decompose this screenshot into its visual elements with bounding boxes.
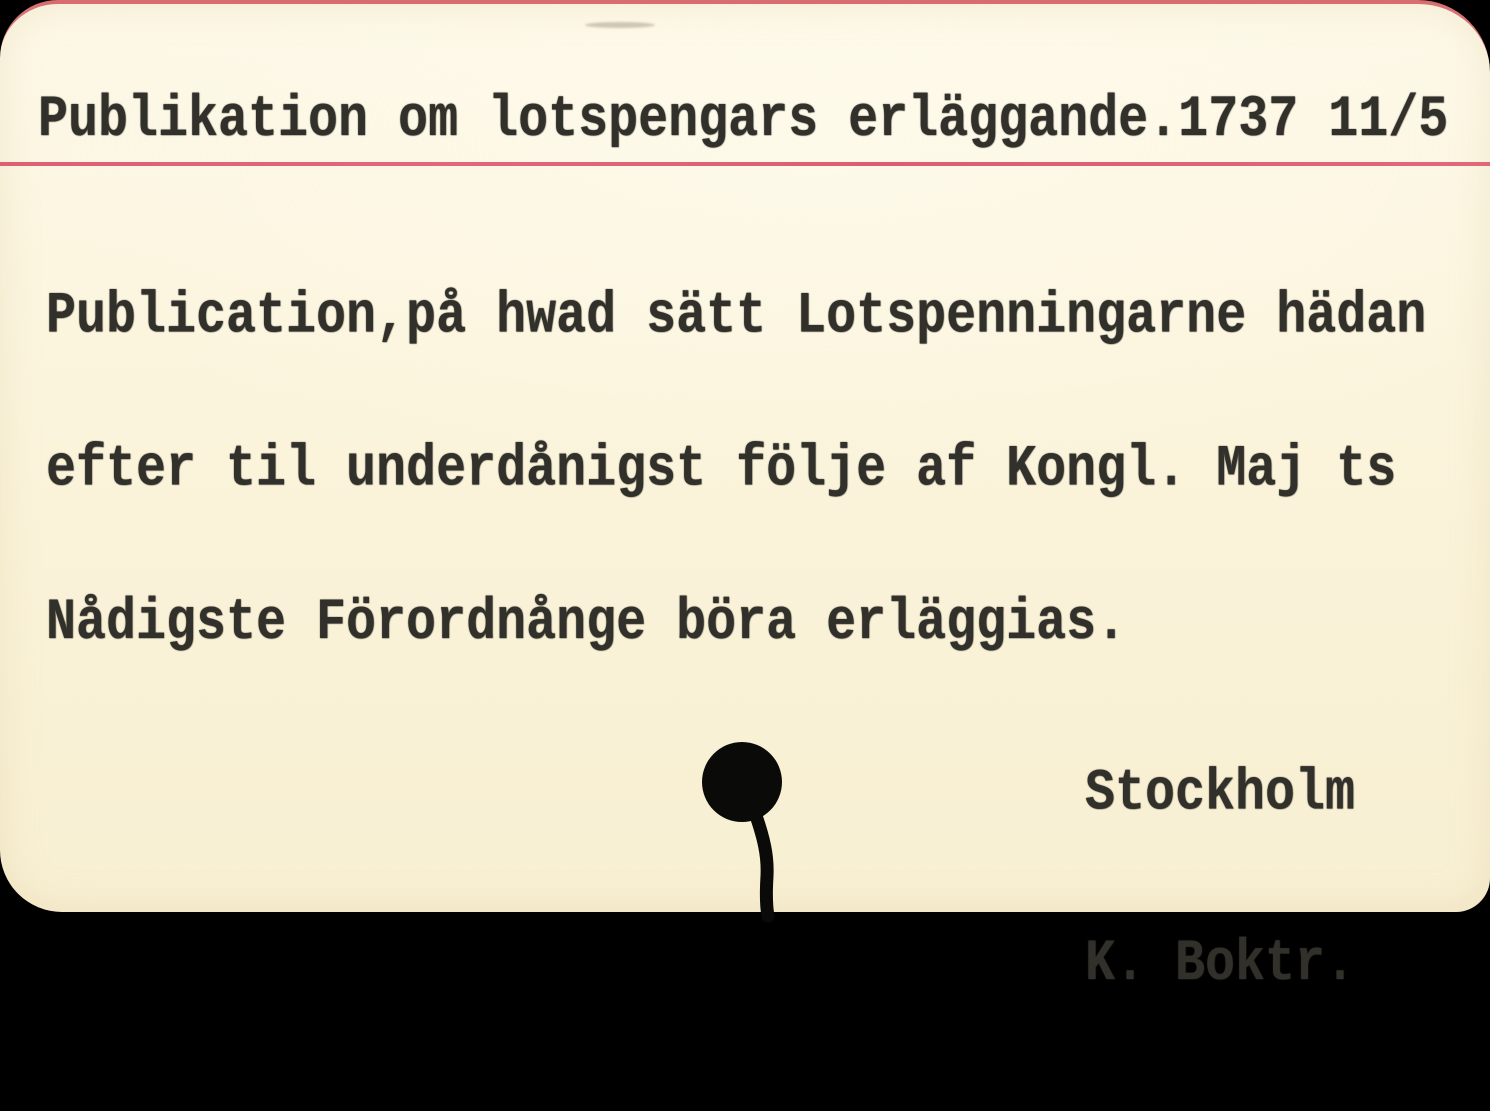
imprint-printer: K. Boktr. — [1085, 931, 1356, 998]
body-line: efter til underdånigst följe af Kongl. Maj ts — [46, 437, 1397, 504]
pencil-smudge — [585, 22, 655, 28]
punch-slot-icon — [754, 810, 768, 916]
card-heading: Publikation om lotspengars erläggande.1737 11/5 — [38, 87, 1449, 154]
body-line: Publication,på hwad sätt Lotspenningarne hädan — [46, 283, 1427, 351]
imprint-block — [1085, 652, 1355, 1107]
imprint-city: Stockholm — [1085, 761, 1356, 828]
red-rule-divider — [0, 162, 1490, 166]
body-line: Nådigste Förordnånge böra erläggias. — [46, 590, 1127, 657]
punch-hole-icon — [702, 742, 782, 822]
